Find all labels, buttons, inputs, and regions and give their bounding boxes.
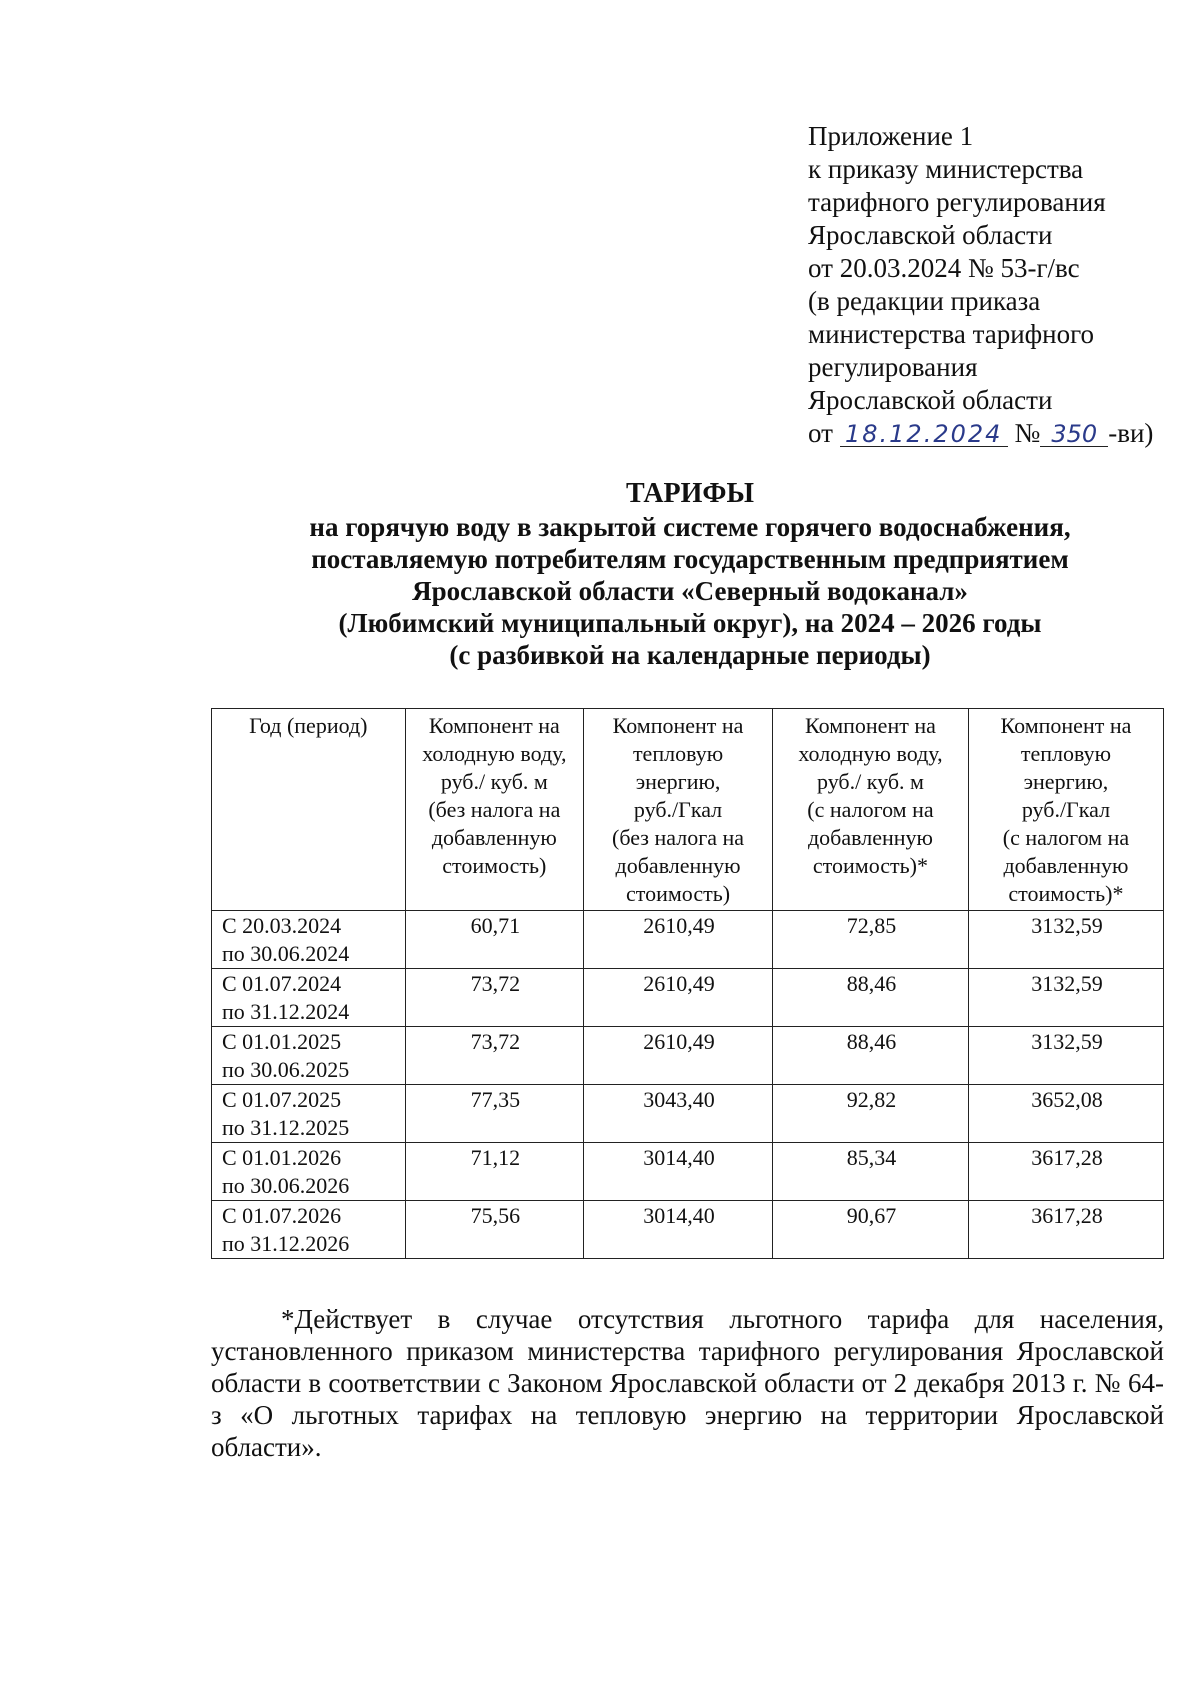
table-row	[212, 1027, 1164, 1085]
cell-heat-energy-vat: 3132,59	[968, 969, 1163, 1027]
title-line-1: на горячую воду в закрытой системе горячего водоснабжения,	[309, 512, 1071, 542]
cell-period: С 20.03.2024 по 30.06.2024	[212, 911, 406, 969]
title-line-3: Ярославской области «Северный водоканал»	[412, 576, 968, 606]
cell-cold-water-vat: 72,85	[773, 911, 969, 969]
header-period: Год (период)	[212, 709, 406, 911]
cell-heat-energy-vat: 3132,59	[968, 1027, 1163, 1085]
table-row	[212, 911, 1164, 969]
revision-suffix: -ви)	[1108, 418, 1154, 448]
cell-cold-water-net: 75,56	[405, 1201, 583, 1259]
cell-cold-water-vat: 90,67	[773, 1201, 969, 1259]
cell-cold-water-net: 73,72	[405, 1027, 583, 1085]
table-row	[212, 1085, 1164, 1143]
cell-cold-water-vat: 88,46	[773, 969, 969, 1027]
revision-date-handwritten: 18.12.2024	[840, 422, 1008, 447]
cell-heat-energy-vat: 3617,28	[968, 1143, 1163, 1201]
cell-heat-energy-vat: 3652,08	[968, 1085, 1163, 1143]
table-header-row	[212, 709, 1164, 911]
cell-cold-water-net: 77,35	[405, 1085, 583, 1143]
cell-heat-energy-net: 2610,49	[584, 911, 773, 969]
header-heat-energy-vat: Компонент на тепловую энергию, руб./Гкал (с налогом на добавленную стоимость)*	[968, 709, 1163, 911]
revision-number-handwritten: 350	[1040, 422, 1108, 447]
table-row	[212, 969, 1164, 1027]
annex-line-2: к приказу министерства	[808, 154, 1084, 184]
annex-line-3: тарифного регулирования	[808, 187, 1106, 217]
header-heat-energy-net: Компонент на тепловую энергию, руб./Гкал (без налога на добавленную стоимость)	[584, 709, 773, 911]
revision-number-sign: №	[1014, 418, 1041, 448]
annex-revision-line	[808, 417, 1188, 450]
cell-cold-water-net: 60,71	[405, 911, 583, 969]
cell-heat-energy-vat: 3617,28	[968, 1201, 1163, 1259]
cell-heat-energy-net: 3043,40	[584, 1085, 773, 1143]
cell-period: С 01.01.2026 по 30.06.2026	[212, 1143, 406, 1201]
cell-period: С 01.01.2025 по 30.06.2025	[212, 1027, 406, 1085]
title-main: ТАРИФЫ	[626, 478, 754, 509]
cell-cold-water-vat: 85,34	[773, 1143, 969, 1201]
title-line-2: поставляемую потребителям государственным предприятием	[311, 544, 1069, 574]
cell-heat-energy-net: 2610,49	[584, 1027, 773, 1085]
footnote: *Действует в случае отсутствия льготного тарифа для населения, установленного приказом министерства тарифного регулирования Ярославской области в соответствии с Законом Ярославской области от 2 декабря 2013 г. № 64-з «О льготных тарифах на тепловую энергию на территории Ярославской области».	[211, 1304, 1164, 1462]
cell-heat-energy-vat: 3132,59	[968, 911, 1163, 969]
cell-cold-water-vat: 88,46	[773, 1027, 969, 1085]
cell-cold-water-net: 73,72	[405, 969, 583, 1027]
table-row	[212, 1201, 1164, 1259]
document-title	[190, 478, 1190, 671]
annex-line-1: Приложение 1	[808, 121, 974, 151]
annex-line-5: от 20.03.2024 № 53-г/вс	[808, 253, 1080, 283]
tariffs-table	[211, 708, 1164, 1259]
cell-heat-energy-net: 3014,40	[584, 1143, 773, 1201]
annex-line-6: (в редакции приказа	[808, 286, 1041, 316]
annex-line-7: министерства тарифного	[808, 319, 1095, 349]
revision-prefix: от	[808, 418, 833, 448]
table-row	[212, 1143, 1164, 1201]
annex-line-4: Ярославской области	[808, 220, 1053, 250]
cell-period: С 01.07.2025 по 31.12.2025	[212, 1085, 406, 1143]
annex-line-8: регулирования	[808, 352, 978, 382]
title-line-5: (с разбивкой на календарные периоды)	[449, 640, 931, 670]
annex-line-9: Ярославской области	[808, 385, 1053, 415]
cell-heat-energy-net: 2610,49	[584, 969, 773, 1027]
header-cold-water-vat: Компонент на холодную воду, руб./ куб. м (с налогом на добавленную стоимость)*	[773, 709, 969, 911]
cell-cold-water-net: 71,12	[405, 1143, 583, 1201]
cell-cold-water-vat: 92,82	[773, 1085, 969, 1143]
annex-header	[808, 120, 1188, 450]
cell-heat-energy-net: 3014,40	[584, 1201, 773, 1259]
cell-period: С 01.07.2024 по 31.12.2024	[212, 969, 406, 1027]
cell-period: С 01.07.2026 по 31.12.2026	[212, 1201, 406, 1259]
title-line-4: (Любимский муниципальный округ), на 2024 – 2026 годы	[338, 608, 1042, 638]
header-cold-water-net: Компонент на холодную воду, руб./ куб. м (без налога на добавленную стоимость)	[405, 709, 583, 911]
